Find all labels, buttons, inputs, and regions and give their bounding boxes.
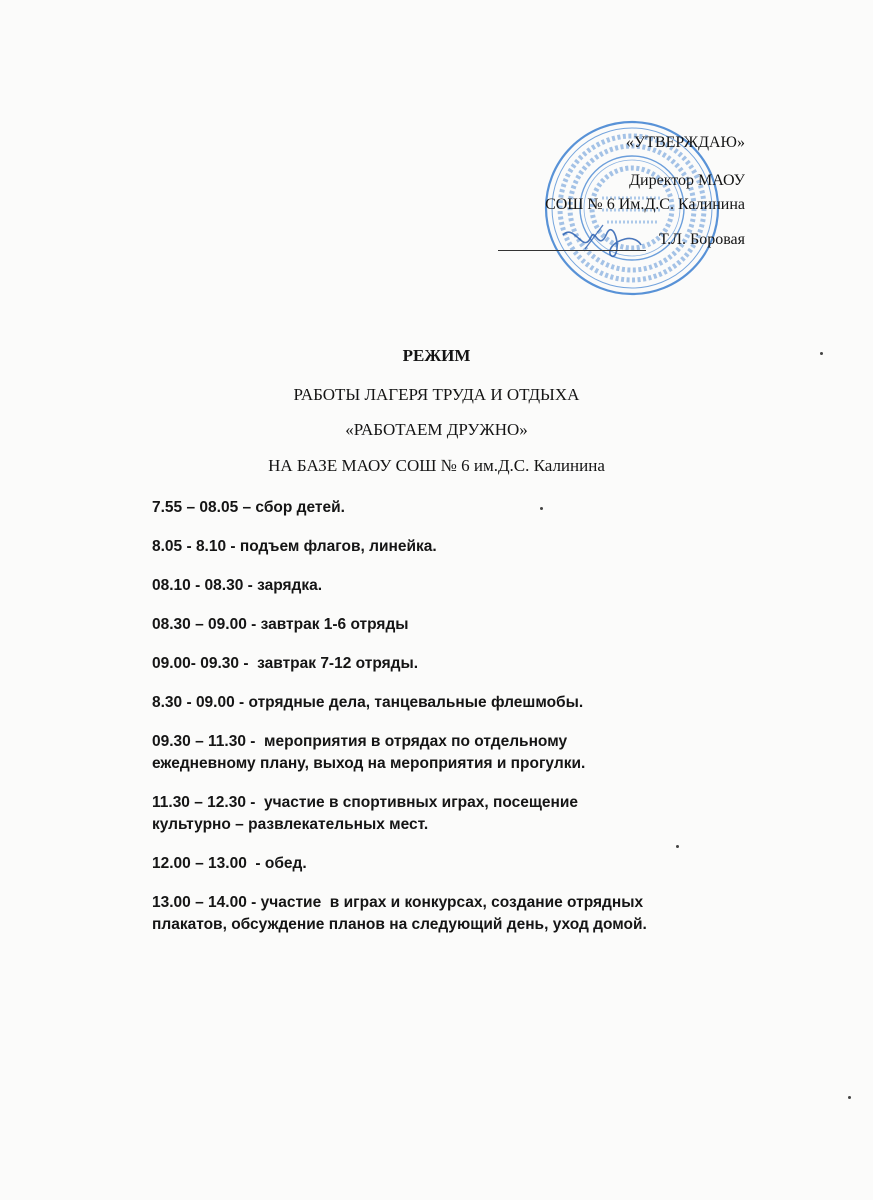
schedule-item: 09.00- 09.30 - завтрак 7-12 отряды.: [152, 655, 419, 672]
approval-school: СОШ № 6 Им.Д.С. Калинина: [545, 196, 745, 213]
schedule-item: 8.30 - 09.00 - отрядные дела, танцевальные флешмобы.: [152, 694, 584, 711]
schedule-item: 08.10 - 08.30 - зарядка.: [152, 577, 323, 594]
approval-heading: «УТВЕРЖДАЮ»: [625, 134, 745, 151]
document-title: РЕЖИМ: [402, 346, 471, 365]
approval-position: Директор МАОУ: [629, 172, 745, 189]
approval-signatory: Т.Л. Боровая: [658, 231, 745, 248]
handwritten-signature-icon: [555, 215, 645, 265]
document-subtitle-line-2: «РАБОТАЕМ ДРУЖНО»: [345, 420, 528, 439]
schedule-item: 13.00 – 14.00 - участие в играх и конкурсах, создание отрядных плакатов, обсуждение планов на следующий день, уход домой.: [152, 894, 647, 933]
document-subtitle-line-3: НА БАЗЕ МАОУ СОШ № 6 им.Д.С. Калинина: [268, 456, 605, 475]
schedule-item: 12.00 – 13.00 - обед.: [152, 855, 307, 872]
schedule-item: 7.55 – 08.05 – сбор детей.: [152, 499, 345, 516]
scan-speck: [540, 507, 543, 510]
schedule-item: 11.30 – 12.30 - участие в спортивных играх, посещение культурно – развлекательных мест.: [152, 794, 579, 833]
schedule-list: [152, 497, 792, 953]
scan-speck: [676, 845, 679, 848]
schedule-item: 8.05 - 8.10 - подъем флагов, линейка.: [152, 538, 437, 555]
document-subtitle-line-1: РАБОТЫ ЛАГЕРЯ ТРУДА И ОТДЫХА: [293, 385, 580, 404]
schedule-item: 09.30 – 11.30 - мероприятия в отрядах по отдельному ежедневному плану, выход на мероприятия и прогулки.: [152, 733, 586, 772]
schedule-item: 08.30 – 09.00 - завтрак 1-6 отряды: [152, 616, 409, 633]
scan-speck: [848, 1096, 851, 1099]
signature-line: [498, 250, 646, 251]
scan-speck: [820, 352, 823, 355]
